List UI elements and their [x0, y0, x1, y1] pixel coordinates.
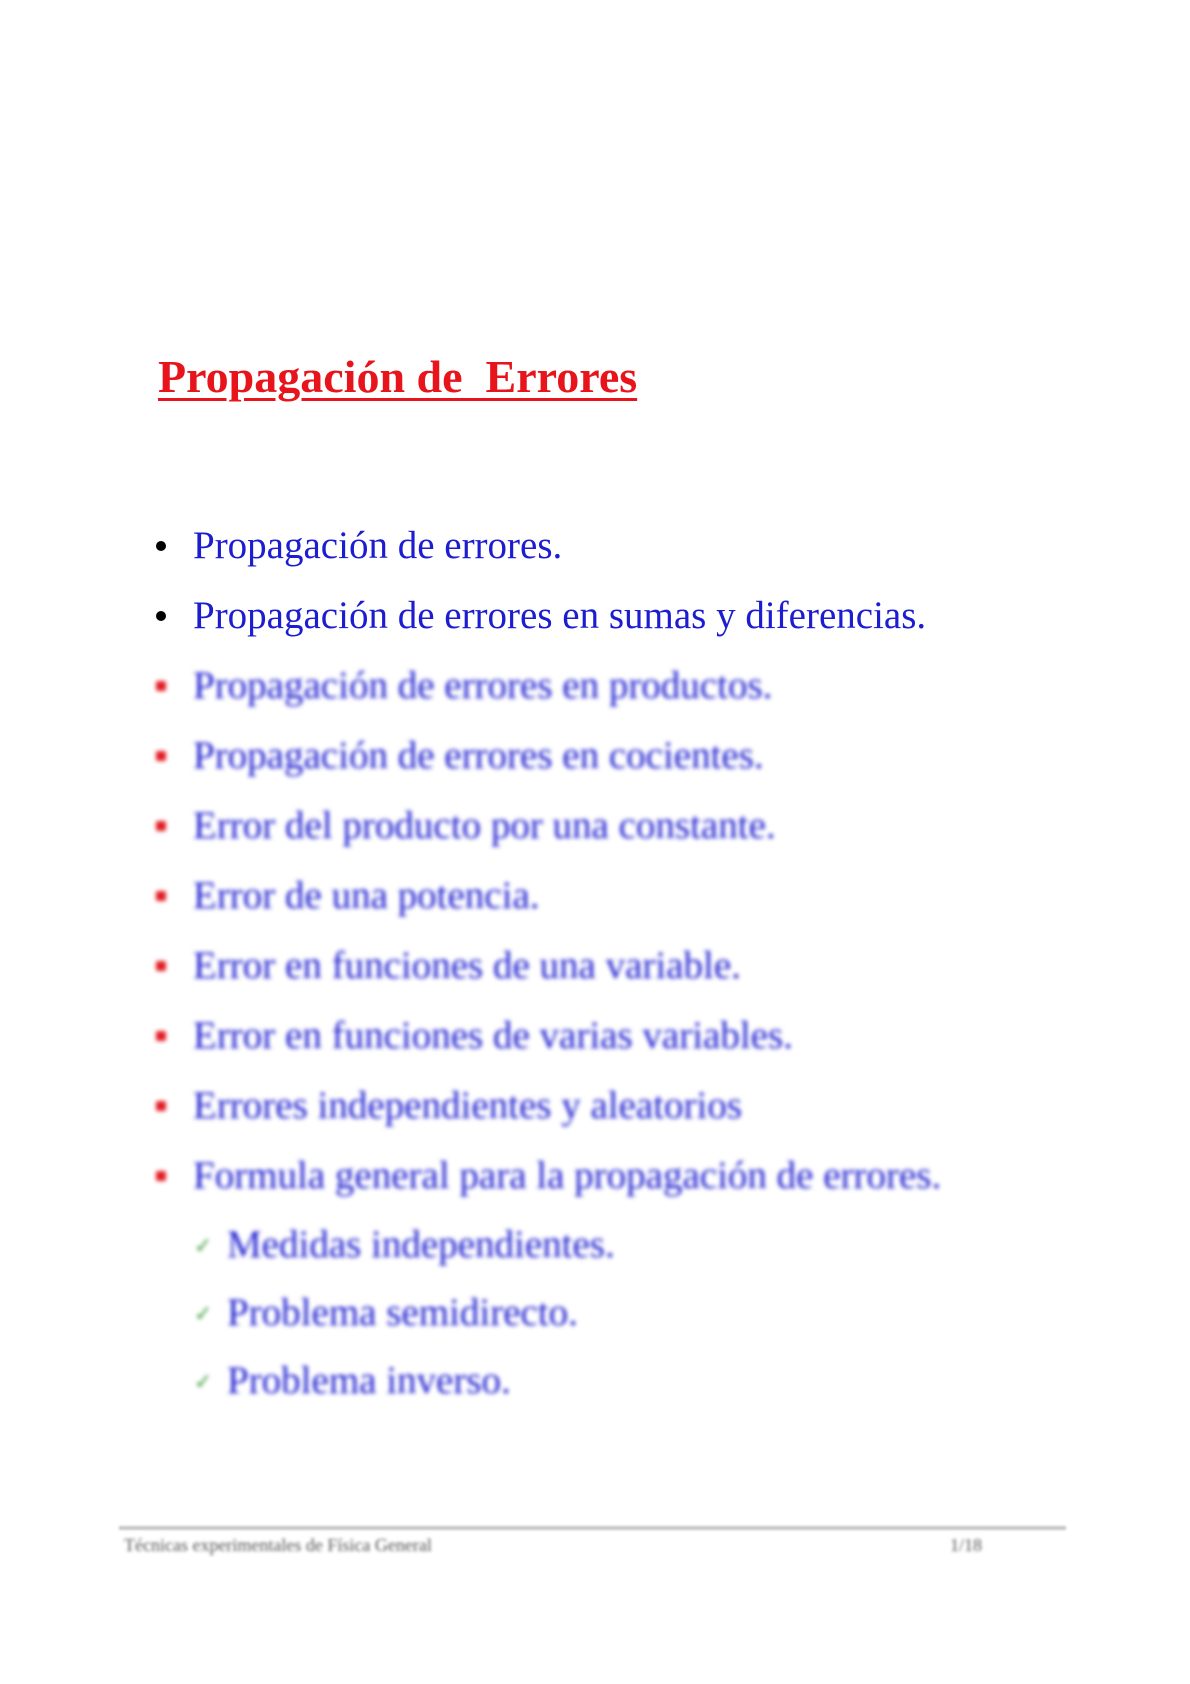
list-item [0, 721, 1190, 791]
black-dot-icon [156, 541, 166, 551]
list-item-text: Formula general para la propagación de errores. [193, 1154, 942, 1197]
list-item-text: Propagación de errores. [193, 524, 563, 567]
list-item-text: Error del producto por una constante. [193, 804, 776, 847]
list-item [0, 791, 1190, 861]
topic-list [0, 511, 1190, 1415]
red-bullet-icon [156, 821, 166, 831]
list-item-text: Errores independientes y aleatorios [193, 1084, 743, 1127]
list-item [0, 511, 1190, 581]
list-item [0, 861, 1190, 931]
list-item [0, 1141, 1190, 1211]
page-title: Propagación de Errores [158, 351, 638, 402]
green-check-icon [194, 1349, 212, 1417]
red-bullet-icon [156, 1171, 166, 1181]
list-item [0, 651, 1190, 721]
red-bullet-icon [156, 1031, 166, 1041]
red-bullet-icon [156, 681, 166, 691]
list-item-text: Propagación de errores en productos. [193, 664, 773, 707]
sub-list-item-text: Medidas independientes. [227, 1223, 615, 1266]
sub-list-item-text: Problema inverso. [227, 1359, 511, 1402]
green-check-icon [194, 1281, 212, 1349]
list-item-text: Error en funciones de varias variables. [193, 1014, 793, 1057]
footer-divider [119, 1526, 1066, 1530]
list-item-text: Error de una potencia. [193, 874, 540, 917]
sub-list-item [0, 1279, 1190, 1347]
red-bullet-icon [156, 891, 166, 901]
list-item [0, 1001, 1190, 1071]
red-bullet-icon [156, 961, 166, 971]
black-dot-icon [156, 611, 166, 621]
sub-list-item [0, 1347, 1190, 1415]
sub-list-item [0, 1211, 1190, 1279]
list-item [0, 931, 1190, 1001]
footer-page-number: 1/18 [950, 1535, 983, 1555]
sub-list-item-text: Problema semidirecto. [227, 1291, 578, 1334]
footer-course-title: Técnicas experimentales de Física General [124, 1535, 432, 1555]
list-item [0, 581, 1190, 651]
list-item-text: Error en funciones de una variable. [193, 944, 741, 987]
list-item [0, 1071, 1190, 1141]
red-bullet-icon [156, 751, 166, 761]
green-check-icon [194, 1213, 212, 1281]
list-item-text: Propagación de errores en cocientes. [193, 734, 764, 777]
red-bullet-icon [156, 1101, 166, 1111]
list-item-text: Propagación de errores en sumas y diferencias. [193, 594, 927, 637]
